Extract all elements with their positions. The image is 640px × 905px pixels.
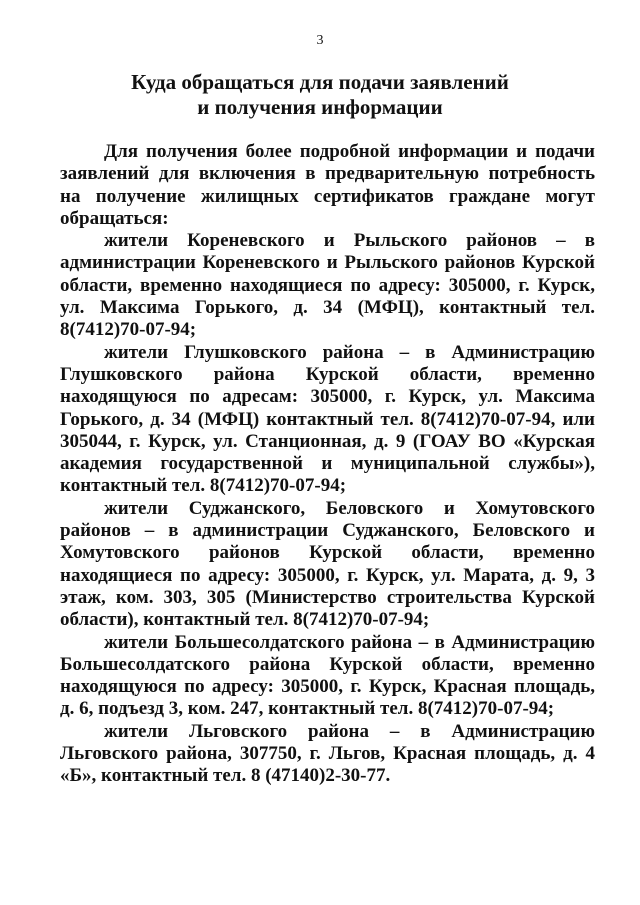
- intro-paragraph: Для получения более подробной информации и подачи заявлений для включения в предварительную потребность на получение жилищных сертификатов граждане могут обращаться:: [60, 141, 595, 229]
- page-title-line-1: Куда обращаться для подачи заявлений: [131, 70, 509, 94]
- paragraph-lgovsky: жители Льговского района – в Администрацию Льговского района, 307750, г. Льгов, Красная площадь, д. 4 «Б», контактный тел. 8 (47140)2-30-77.: [60, 720, 595, 787]
- paragraph-bolshesoldatsky: жители Большесолдатского района – в Администрацию Большесолдатского района Курской области, временно находящуюся по адресу: 305000, г. Курск, Красная площадь, д. 6, подъезд 3, ком. 247, контактный тел. 8(7412)70-07-94;: [60, 631, 595, 720]
- page-number: 3: [316, 33, 324, 48]
- document-body: [60, 141, 595, 788]
- paragraph-sudzhansky-belovsky-khomutovsky: жители Суджанского, Беловского и Хомутовского районов – в администрации Суджанского, Беловского и Хомутовского районов Курской области, временно находящиеся по адресу: 305000, г. Курск, ул. Марата, д. 9, 3 этаж, ком. 303, 305 (Министерство строительства Курской области), контактный тел. 8(7412)70-07-94;: [60, 497, 595, 631]
- paragraph-korenevsky-rylsky: жители Кореневского и Рыльского районов – в администрации Кореневского и Рыльского районов Курской области, временно находящиеся по адресу: 305000, г. Курск, ул. Максима Горького, д. 34 (МФЦ), контактный тел. 8(7412)70-07-94;: [60, 230, 595, 341]
- paragraph-glushkovsky: жители Глушковского района – в Администрацию Глушковского района Курской области, временно находящуюся по адресам: 305000, г. Курск, ул. Максима Горького, д. 34 (МФЦ) контактный тел. 8(7412)70-07-94, или 305044, г. Курск, ул. Станционная, д. 9 (ГОАУ ВО «Курская академия государственной и муниципальной службы»), контактный тел. 8(7412)70-07-94;: [60, 341, 595, 497]
- page-title: [0, 70, 640, 120]
- page-title-line-2: и получения информации: [197, 95, 443, 119]
